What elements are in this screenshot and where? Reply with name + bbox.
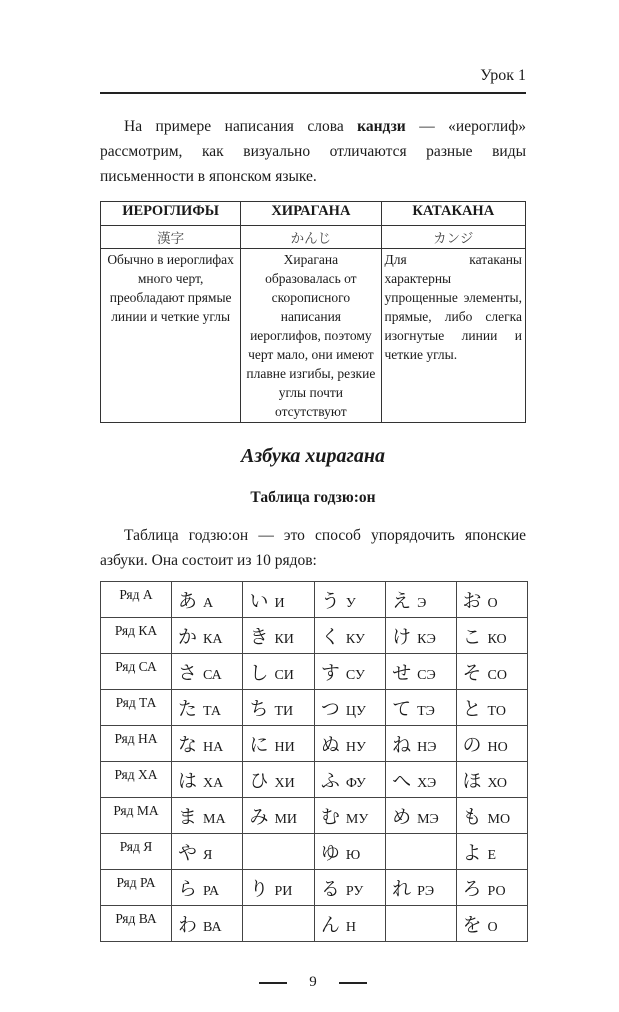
table-row — [101, 654, 528, 690]
cyrillic-reading: МО — [487, 812, 511, 827]
cyrillic-reading: Е — [487, 848, 497, 863]
table-row — [101, 870, 528, 906]
cyrillic-reading: Ю — [345, 848, 361, 863]
hiragana-glyph: ひ — [249, 771, 269, 792]
cyrillic-reading: КУ — [345, 632, 365, 647]
section-title: Азбука хирагана — [241, 445, 385, 467]
cyrillic-reading: ТЭ — [417, 704, 435, 719]
kana-cell — [386, 654, 456, 690]
cyrillic-reading: У — [345, 596, 356, 611]
cyrillic-reading: ХА — [203, 776, 224, 791]
kana-cell — [456, 870, 527, 906]
cyrillic-reading: ТО — [487, 704, 507, 719]
row-label: Ряд РА — [101, 870, 172, 906]
kana-cell — [456, 834, 527, 870]
cyrillic-reading: Я — [203, 848, 213, 863]
cyrillic-reading: СЭ — [417, 668, 436, 683]
hiragana-glyph: り — [249, 879, 269, 900]
row-label: Ряд ТА — [101, 690, 172, 726]
cyrillic-reading: Н — [345, 920, 357, 935]
hiragana-glyph: う — [320, 591, 340, 612]
col-header: КАТАКАНА — [381, 202, 526, 226]
cyrillic-reading: НА — [203, 740, 224, 755]
kana-cell — [314, 654, 385, 690]
cyrillic-reading: ЦУ — [345, 704, 366, 719]
col-header: ИЕРОГЛИФЫ — [101, 202, 241, 226]
cyrillic-reading: РЭ — [417, 884, 435, 899]
hiragana-glyph: ろ — [462, 879, 482, 900]
kana-cell — [172, 618, 243, 654]
hiragana-glyph: は — [178, 771, 198, 792]
hiragana-glyph: ん — [320, 915, 340, 936]
hiragana-glyph: し — [249, 663, 269, 684]
hiragana-glyph: み — [249, 807, 269, 828]
table-row — [101, 906, 528, 942]
cyrillic-reading: НУ — [345, 740, 366, 755]
hiragana-glyph: お — [462, 591, 482, 612]
page-footer — [100, 972, 526, 992]
row-label: Ряд А — [101, 582, 172, 618]
kana-cell — [386, 762, 456, 798]
hiragana-glyph: ま — [178, 807, 198, 828]
example-cell: 漢字 — [101, 226, 241, 249]
kana-cell — [314, 798, 385, 834]
table-row — [101, 762, 528, 798]
kana-cell — [172, 654, 243, 690]
empty-cell — [386, 834, 456, 870]
table-row — [101, 618, 528, 654]
ornament-left — [259, 982, 287, 984]
hiragana-glyph: か — [178, 627, 198, 648]
cyrillic-reading: О — [487, 920, 498, 935]
kana-cell — [314, 906, 385, 942]
hiragana-glyph: て — [392, 699, 412, 720]
example-cell: かんじ — [241, 226, 381, 249]
kana-cell — [172, 870, 243, 906]
page-number: 9 — [309, 974, 317, 990]
cyrillic-reading: НЭ — [417, 740, 437, 755]
cyrillic-reading: ТА — [203, 704, 221, 719]
kana-cell — [243, 690, 314, 726]
hiragana-glyph: た — [178, 699, 198, 720]
hiragana-glyph: わ — [178, 915, 198, 936]
kana-cell — [172, 798, 243, 834]
hiragana-glyph: あ — [178, 591, 198, 612]
cyrillic-reading: СУ — [345, 668, 365, 683]
cyrillic-reading: ХЭ — [417, 776, 437, 791]
kana-cell — [386, 582, 456, 618]
cyrillic-reading: КИ — [274, 632, 294, 647]
cyrillic-reading: КО — [487, 632, 507, 647]
description-cell: Хирагана образовалась от скорописного написания иероглифов, поэтому черт мало, они имеют плавне изгибы, резкие углы почти отсутствуют — [241, 249, 381, 423]
table-row — [101, 834, 528, 870]
cyrillic-reading: СА — [203, 668, 222, 683]
empty-cell — [243, 906, 314, 942]
gojuon-table — [100, 581, 528, 942]
gojuon-intro: Таблица годзю:он — это способ упорядочить японские азбуки. Она состоит из 10 рядов: — [100, 527, 526, 569]
cyrillic-reading: КЭ — [417, 632, 436, 647]
hiragana-glyph: よ — [462, 843, 482, 864]
kana-cell — [172, 906, 243, 942]
cyrillic-reading: МА — [203, 812, 226, 827]
cyrillic-reading: СИ — [274, 668, 294, 683]
cyrillic-reading: СО — [487, 668, 507, 683]
cyrillic-reading: РИ — [274, 884, 293, 899]
table-row — [101, 798, 528, 834]
cyrillic-reading: ХО — [487, 776, 508, 791]
subsection-title: Таблица годзю:он — [250, 489, 376, 506]
kana-cell — [386, 798, 456, 834]
hiragana-glyph: ぬ — [320, 735, 340, 756]
header-rule — [100, 92, 526, 94]
hiragana-glyph: を — [462, 915, 482, 936]
kana-cell — [386, 870, 456, 906]
row-label: Ряд Я — [101, 834, 172, 870]
hiragana-glyph: い — [249, 591, 269, 612]
kana-cell — [456, 726, 527, 762]
hiragana-glyph: も — [462, 807, 482, 828]
cyrillic-reading: КА — [203, 632, 223, 647]
hiragana-glyph: け — [392, 627, 412, 648]
kana-cell — [243, 798, 314, 834]
kana-cell — [314, 618, 385, 654]
text-column — [100, 66, 526, 992]
description-cell: Для катаканы характерны упрощенные элементы, прямые, либо слегка изогнутые линии и четкие углы. — [381, 249, 526, 423]
hiragana-glyph: ふ — [320, 771, 340, 792]
kana-cell — [314, 726, 385, 762]
cyrillic-reading: РА — [203, 884, 220, 899]
empty-cell — [243, 834, 314, 870]
example-cell: カンジ — [381, 226, 526, 249]
kana-cell — [386, 690, 456, 726]
kana-cell — [456, 618, 527, 654]
hiragana-glyph: る — [320, 879, 340, 900]
row-label: Ряд ХА — [101, 762, 172, 798]
kana-cell — [314, 762, 385, 798]
hiragana-glyph: そ — [462, 663, 482, 684]
intro-paragraph — [100, 114, 526, 189]
hiragana-glyph: め — [392, 807, 412, 828]
kana-cell — [314, 834, 385, 870]
kana-cell — [243, 762, 314, 798]
kana-cell — [172, 726, 243, 762]
hiragana-glyph: え — [392, 591, 412, 612]
row-label: Ряд ВА — [101, 906, 172, 942]
hiragana-glyph: れ — [392, 879, 412, 900]
hiragana-glyph: ほ — [462, 771, 482, 792]
row-label: Ряд КА — [101, 618, 172, 654]
writing-systems-table — [100, 201, 526, 423]
hiragana-glyph: な — [178, 735, 198, 756]
kana-cell — [243, 582, 314, 618]
intro-bold-term: кандзи — [357, 118, 406, 135]
kana-cell — [456, 906, 527, 942]
row-label: Ряд НА — [101, 726, 172, 762]
hiragana-glyph: さ — [178, 663, 198, 684]
hiragana-glyph: く — [320, 627, 340, 648]
cyrillic-reading: РО — [487, 884, 506, 899]
hiragana-glyph: こ — [462, 627, 482, 648]
intro-text: На примере написания слова — [124, 118, 358, 135]
empty-cell — [386, 906, 456, 942]
kana-cell — [243, 870, 314, 906]
table-row — [101, 690, 528, 726]
hiragana-glyph: む — [320, 807, 340, 828]
cyrillic-reading: НИ — [274, 740, 295, 755]
kana-cell — [456, 654, 527, 690]
hiragana-glyph: ら — [178, 879, 198, 900]
kana-cell — [456, 798, 527, 834]
cyrillic-reading: О — [487, 596, 498, 611]
cyrillic-reading: ВА — [203, 920, 222, 935]
col-header: ХИРАГАНА — [241, 202, 381, 226]
kana-cell — [386, 618, 456, 654]
kana-cell — [243, 618, 314, 654]
kana-cell — [314, 582, 385, 618]
cyrillic-reading: И — [274, 596, 285, 611]
kana-cell — [314, 870, 385, 906]
row-label: Ряд СА — [101, 654, 172, 690]
hiragana-glyph: へ — [392, 771, 412, 792]
hiragana-glyph: き — [249, 627, 269, 648]
row-label: Ряд МА — [101, 798, 172, 834]
hiragana-glyph: せ — [392, 663, 412, 684]
kana-cell — [172, 690, 243, 726]
running-header: Урок 1 — [480, 67, 526, 84]
kana-cell — [243, 654, 314, 690]
cyrillic-reading: РУ — [345, 884, 364, 899]
hiragana-glyph: ち — [249, 699, 269, 720]
cyrillic-reading: Э — [417, 596, 427, 611]
kana-cell — [172, 582, 243, 618]
cyrillic-reading: МЭ — [417, 812, 439, 827]
table-row — [101, 726, 528, 762]
hiragana-glyph: ね — [392, 735, 412, 756]
kana-cell — [456, 582, 527, 618]
cyrillic-reading: А — [203, 596, 214, 611]
description-cell: Обычно в иероглифах много черт, преобладают прямые линии и четкие углы — [101, 249, 241, 423]
cyrillic-reading: ХИ — [274, 776, 295, 791]
cyrillic-reading: ФУ — [345, 776, 366, 791]
cyrillic-reading: МУ — [345, 812, 369, 827]
hiragana-glyph: の — [462, 735, 482, 756]
cyrillic-reading: МИ — [274, 812, 298, 827]
kana-cell — [386, 726, 456, 762]
hiragana-glyph: と — [462, 699, 482, 720]
ornament-right — [339, 982, 367, 984]
kana-cell — [172, 834, 243, 870]
intro-text-end: — «иероглиф» рассмотрим, как визуально отличаются разные виды письменности в японском языке. — [100, 118, 526, 185]
cyrillic-reading: ТИ — [274, 704, 294, 719]
hiragana-glyph: ゆ — [320, 843, 340, 864]
kana-cell — [314, 690, 385, 726]
hiragana-glyph: つ — [320, 699, 340, 720]
hiragana-glyph: す — [320, 663, 340, 684]
hiragana-glyph: や — [178, 843, 198, 864]
kana-cell — [172, 762, 243, 798]
hiragana-glyph: に — [249, 735, 269, 756]
kana-cell — [456, 762, 527, 798]
kana-cell — [243, 726, 314, 762]
kana-cell — [456, 690, 527, 726]
table-row — [101, 582, 528, 618]
cyrillic-reading: НО — [487, 740, 508, 755]
